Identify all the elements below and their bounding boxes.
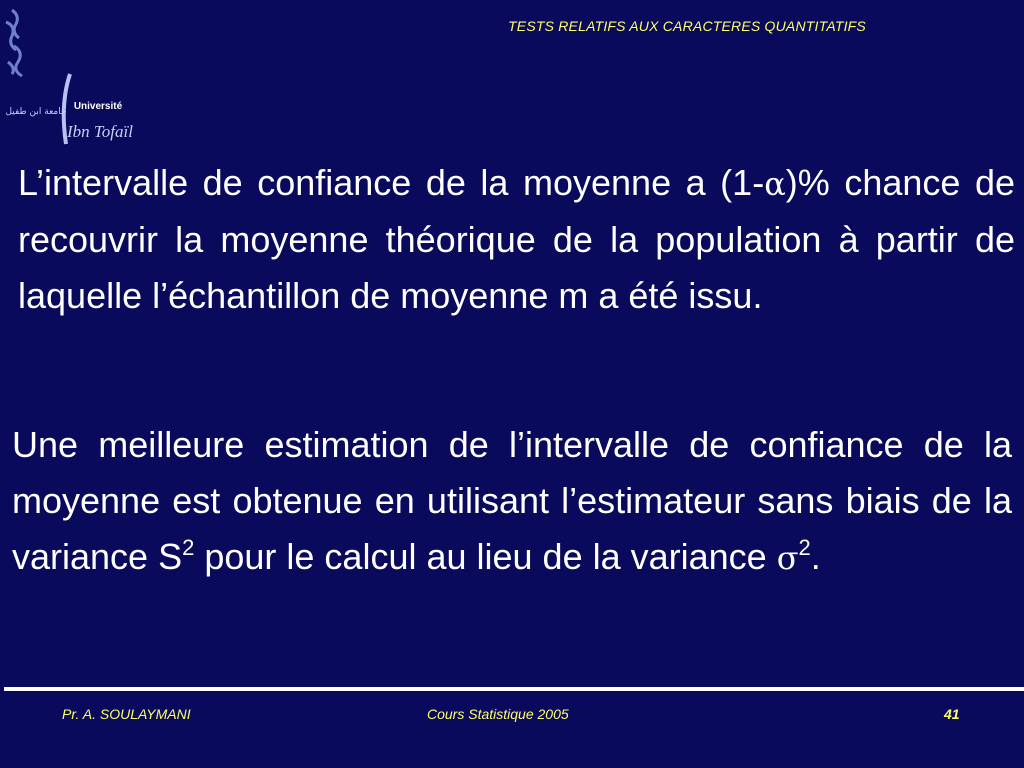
p2-text-part2: pour le calcul au lieu de la variance (194, 536, 777, 577)
p2-text-part3: . (810, 536, 821, 577)
p1-text-part1: L’intervalle de confiance de la moyenne a (1- (18, 162, 765, 203)
paragraph-better-estimation (12, 417, 1012, 586)
sigma-squared-exponent: 2 (798, 535, 811, 560)
slide-header-title (0, 18, 1024, 34)
logo-arabic-text: جامعة ابن طفيل (5, 107, 67, 117)
p2-text-part1: Une meilleure estimation de l’intervalle de confiance de la moyenne est obtenue en utilisant l’estimateur sans biais de la variance S (12, 424, 1012, 577)
alpha-symbol: α (764, 165, 786, 203)
header-title-text: TESTS RELATIFS AUX CARACTERES QUANTITATIFS (508, 18, 866, 34)
s-squared-exponent: 2 (182, 535, 195, 560)
p1-text-part2: )% chance de recouvrir la moyenne théorique de la population à partir de laquelle l’échantillon de moyenne m a été issu. (18, 162, 1015, 316)
logo-name-text: Ibn Tofaïl (67, 122, 133, 141)
paragraph-confidence-interval (18, 155, 1015, 324)
footer-author: Pr. A. SOULAYMANI (62, 706, 191, 722)
logo-universite-text: Université (73, 101, 123, 112)
footer-divider (4, 687, 1024, 691)
sigma-symbol: σ (776, 539, 799, 577)
footer-page-number: 41 (944, 706, 960, 722)
university-logo (2, 2, 142, 152)
footer-course-title: Cours Statistique 2005 (427, 706, 569, 722)
